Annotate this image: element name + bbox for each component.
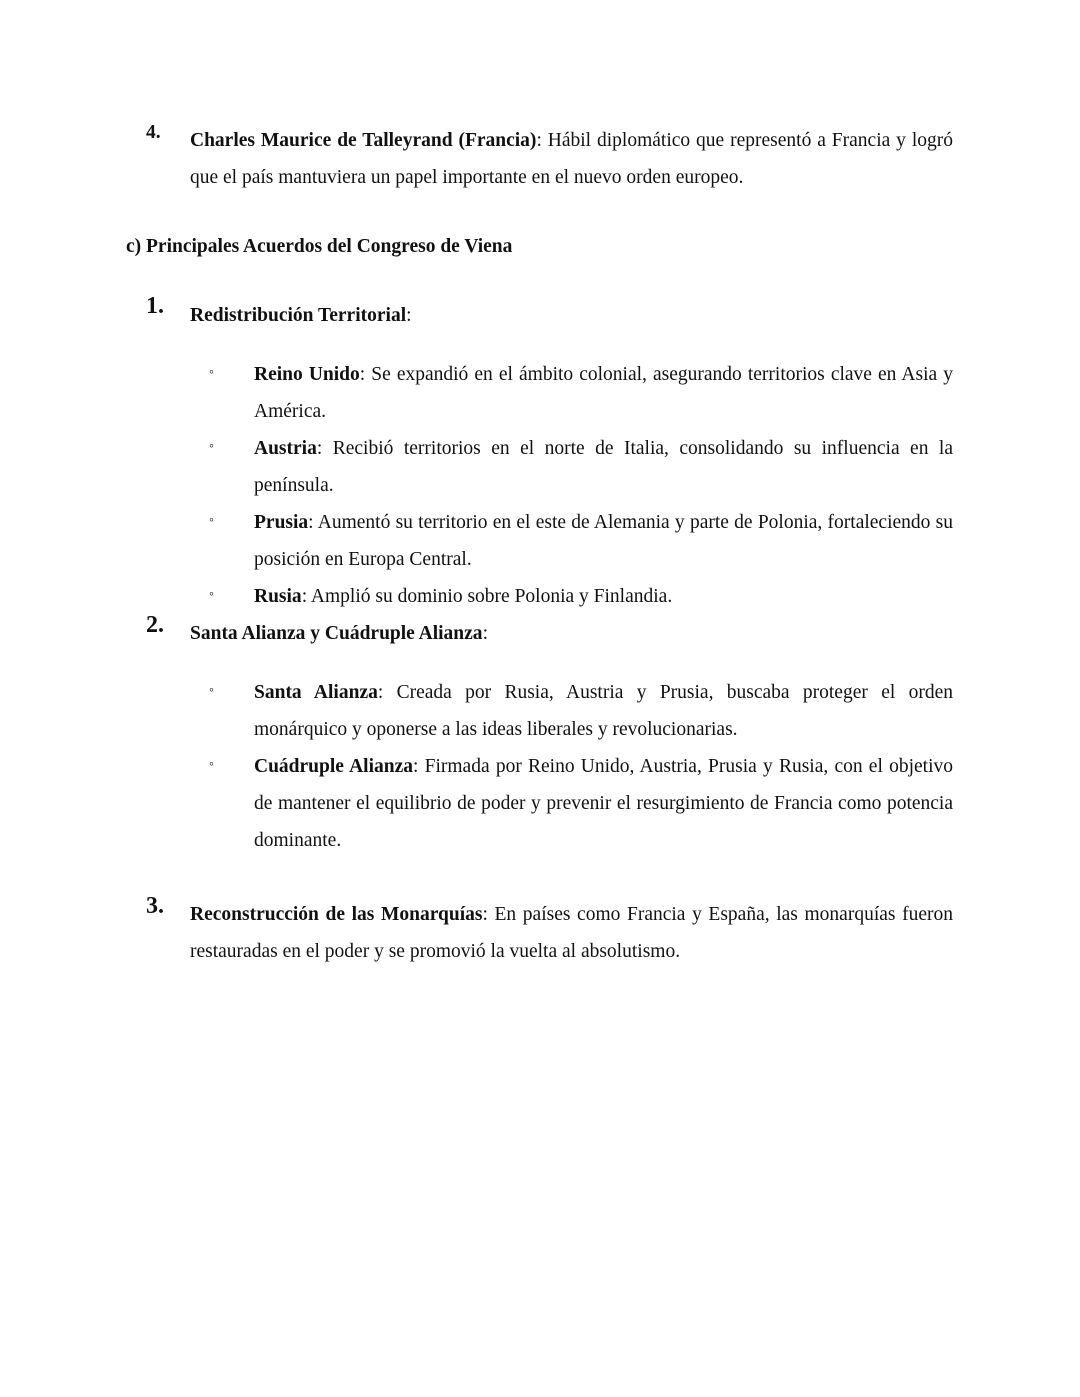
item-title: Redistribución Territorial (190, 305, 407, 326)
bullet-title: Rusia (254, 586, 302, 607)
bullet-icon: ◦ (209, 757, 214, 772)
item-number: 3. (146, 893, 164, 919)
bullet-item (254, 578, 953, 615)
bullet-title: Prusia (254, 512, 309, 533)
bullet-text: : Recibió territorios en el norte de Italia, consolidando su influencia en la península. (254, 438, 953, 496)
section-heading: c) Principales Acuerdos del Congreso de Viena (126, 236, 513, 257)
item-text: : (406, 305, 412, 326)
bullet-item (254, 674, 953, 748)
item-title: Charles Maurice de Talleyrand (Francia) (190, 130, 537, 151)
bullet-text: : Amplió su dominio sobre Polonia y Finlandia. (301, 586, 673, 607)
bullet-icon: ◦ (209, 683, 214, 698)
bullet-text: : Firmada por Reino Unido, Austria, Prusia y Rusia, con el objetivo de mantener el equilibrio de poder y prevenir el resurgimiento de Francia como potencia dominante. (254, 756, 953, 851)
item-number: 1. (146, 293, 164, 319)
bullet-title: Austria (254, 438, 317, 459)
item-title: Santa Alianza y Cuádruple Alianza (190, 623, 483, 644)
item-number: 2. (146, 612, 164, 638)
bullet-icon: ◦ (209, 587, 214, 602)
bullet-icon: ◦ (209, 513, 214, 528)
item-alianzas (190, 615, 953, 652)
bullet-item (254, 748, 953, 859)
item-title: Reconstrucción de las Monarquías (190, 904, 483, 925)
bullet-text: : Se expandió en el ámbito colonial, asegurando territorios clave en Asia y América. (254, 364, 953, 422)
item-text: : (482, 623, 488, 644)
bullet-icon: ◦ (209, 365, 214, 380)
item-monarquias (190, 896, 953, 970)
bullet-icon: ◦ (209, 439, 214, 454)
item-redistribucion (190, 297, 953, 334)
bullet-text: : Aumentó su territorio en el este de Alemania y parte de Polonia, fortaleciendo su posición en Europa Central. (254, 512, 953, 570)
item-number: 4. (146, 122, 161, 143)
bullet-item (254, 504, 953, 578)
bullet-title: Cuádruple Alianza (254, 756, 413, 777)
bullet-title: Santa Alianza (254, 682, 378, 703)
bullet-title: Reino Unido (254, 364, 360, 385)
bullet-text: : Creada por Rusia, Austria y Prusia, buscaba proteger el orden monárquico y oponerse a las ideas liberales y revolucionarias. (254, 682, 953, 740)
item-text: : En países como Francia y España, las monarquías fueron restauradas en el poder y se promovió la vuelta al absolutismo. (190, 904, 953, 962)
item-text: : Hábil diplomático que representó a Francia y logró que el país mantuviera un papel importante en el nuevo orden europeo. (190, 130, 953, 188)
bullet-item (254, 356, 953, 430)
bullet-item (254, 430, 953, 504)
item-talleyrand (190, 122, 953, 196)
